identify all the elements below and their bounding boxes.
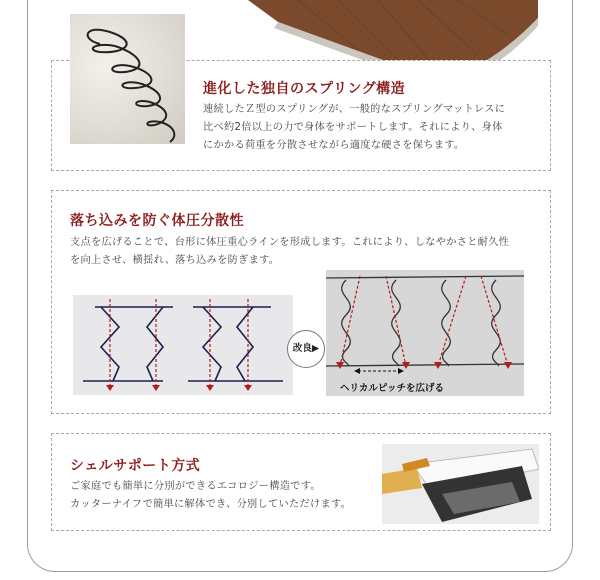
- improved-badge: 改良▶: [287, 330, 325, 368]
- spring-coil-photo: [70, 14, 185, 144]
- mattress-cutting-photo: [382, 444, 539, 524]
- pressure-distribution-text: 支点を広げることで、台形に体圧重心ラインを形成します。これにより、しなやかさと耐久性 を向上させ、横揺れ、落ち込みを防ぎます。: [70, 237, 510, 266]
- pressure-distribution-title: 落ち込みを防ぐ体圧分散性: [70, 213, 244, 229]
- conventional-spring-diagram: [73, 295, 293, 395]
- shell-support-title: シェルサポート方式: [70, 458, 201, 474]
- shell-support-text: ご家庭でも簡単に分別ができるエコロジー構造です。 カッターナイフで簡単に解体でき、分別していただけます。: [70, 481, 352, 510]
- improved-badge-label: 改良: [292, 343, 312, 354]
- spring-structure-text: 連続したＺ型のスプリングが、一般的なスプリングマットレスに 比べ約2倍以上の力で身体をサポートします。それにより、身体 にかかる荷重を分散させながら適度な硬さを保ちます。: [203, 104, 506, 151]
- spring-structure-title: 進化した独自のスプリング構造: [203, 81, 406, 97]
- improved-spring-photo: [326, 270, 524, 396]
- helical-pitch-caption: ヘリカルピッチを広げる: [340, 383, 445, 394]
